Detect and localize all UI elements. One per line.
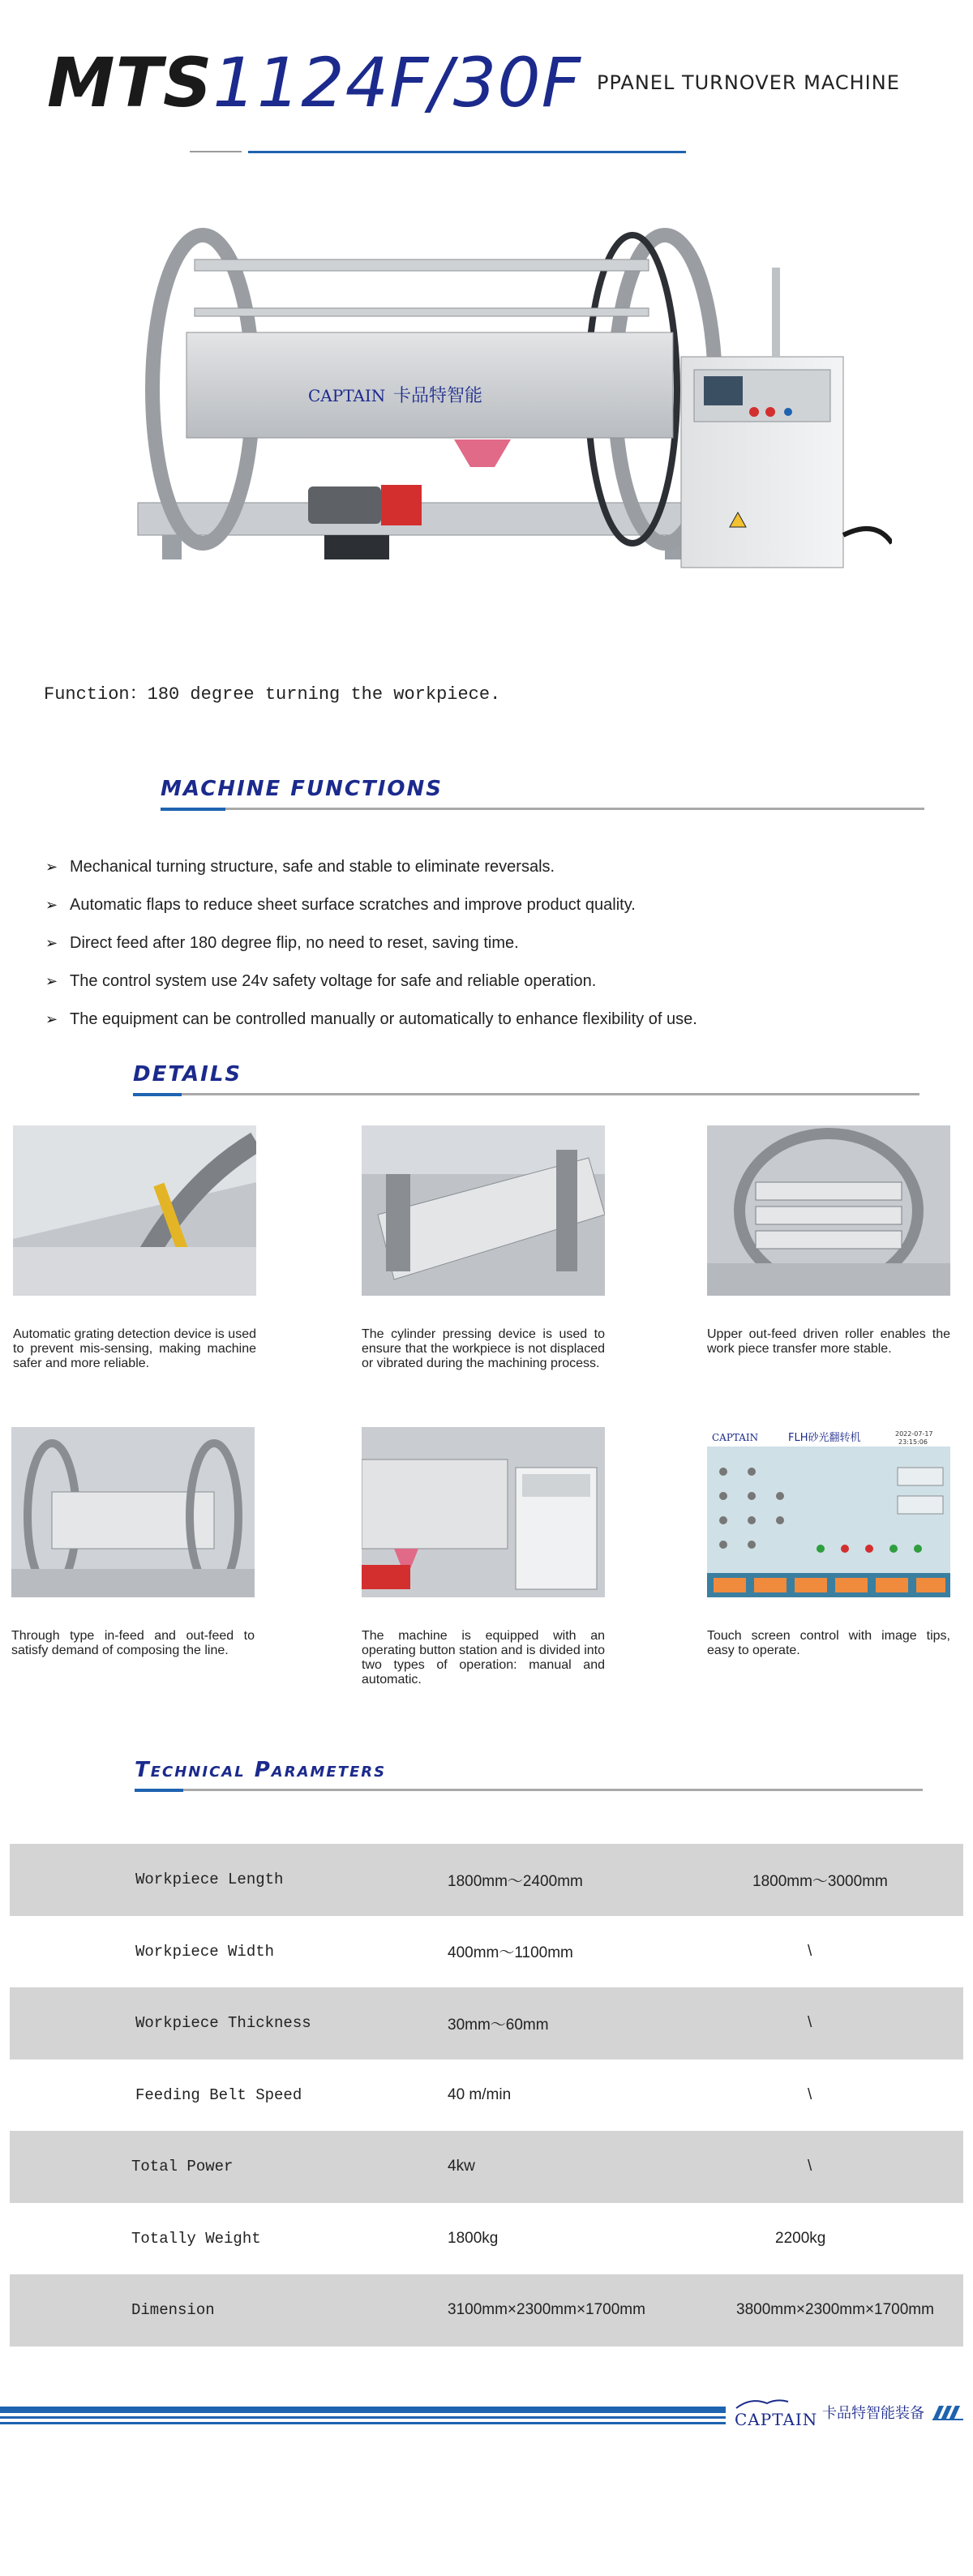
param-value-1: 3100mm×2300mm×1700mm (448, 2301, 645, 2319)
param-name: Dimension (131, 2301, 215, 2320)
drive-motor (308, 486, 381, 524)
section-accent (135, 1789, 183, 1792)
parameters-table (10, 1844, 963, 2347)
footer-bar (0, 2422, 726, 2424)
section-divider (183, 1789, 923, 1791)
hero-brand-cn: 卡品特智能 (393, 386, 483, 406)
screen-date: 2022-07-17 (895, 1430, 933, 1438)
table-row (10, 1987, 963, 2060)
model-number: 1124F/30F (212, 43, 581, 122)
stop-button (749, 407, 759, 417)
arrow-icon: ➢ (45, 935, 58, 951)
section-accent (133, 1093, 182, 1096)
top-rail (195, 308, 649, 316)
table-row (10, 2274, 963, 2347)
list-item: ➢ The control system use 24v safety voltage for safe and reliable operation. (45, 972, 597, 990)
param-name: Totally Weight (131, 2229, 261, 2248)
list-item: ➢ The equipment can be controlled manually or automatically to enhance flexibility of use. (45, 1010, 697, 1028)
footer-stripes-icon (932, 2406, 965, 2420)
param-name: Workpiece Length (135, 1871, 284, 1889)
param-value-1: 4kw (448, 2158, 475, 2175)
screen-time: 23:15:06 (898, 1438, 928, 1446)
detail-photo-cylinder (362, 1125, 605, 1296)
param-value-1: 1800kg (448, 2229, 499, 2247)
param-value-1: 1800mm～2400mm (448, 1872, 583, 1890)
detail-caption: The machine is equipped with an operating button station and is divided into two types of operation: manual and automatic. (362, 1629, 605, 1687)
table-row (10, 2060, 963, 2132)
section-divider (182, 1093, 919, 1095)
detail-caption: Upper out-feed driven roller enables the work piece transfer more stable. (707, 1327, 950, 1356)
param-name: Total Power (131, 2158, 234, 2176)
gearbox (381, 485, 422, 525)
section-divider (225, 808, 924, 810)
detail-card-cylinder (362, 1125, 605, 1371)
section-title-technical-parameters: Technical Parameters (135, 1758, 387, 1782)
detail-card-through-feed (11, 1427, 255, 1658)
footer-logo (735, 2397, 924, 2429)
table-row (10, 2131, 963, 2203)
main-body (186, 332, 673, 438)
param-name: Workpiece Thickness (135, 2014, 311, 2033)
top-rail (195, 259, 649, 271)
footer-brand-en: CAPTAIN (735, 2410, 818, 2429)
emergency-button (765, 407, 775, 417)
footer-bar (0, 2416, 726, 2419)
param-value-1: 400mm～1100mm (448, 1944, 573, 1962)
param-value-2: 3800mm×2300mm×1700mm (736, 2301, 934, 2319)
signal-pole (772, 268, 780, 357)
motor-base (324, 535, 389, 559)
product-subtitle: PPANEL TURNOVER MACHINE (597, 71, 900, 94)
param-value-1: 40 m/min (448, 2085, 512, 2103)
param-value-2: 2200kg (775, 2229, 826, 2247)
table-row (10, 1916, 963, 1988)
screen-title: FLH砂光翻转机 (788, 1432, 861, 1444)
param-value-2: \ (808, 2085, 812, 2103)
start-button (784, 408, 792, 416)
detail-caption: The cylinder pressing device is used to ensure that the workpiece is not displaced or vibrated during the machining process. (362, 1327, 605, 1370)
function-line: Function：180 degree turning the workpiece. (44, 684, 501, 705)
param-value-2: \ (808, 2158, 812, 2175)
list-item: ➢ Mechanical turning structure, safe and stable to eliminate reversals. (45, 858, 555, 876)
pink-guide (454, 439, 511, 467)
touch-screen (704, 376, 743, 405)
model-prefix: MTS (47, 43, 213, 122)
detail-caption: Through type in-feed and out-feed to satisfy demand of composing the line. (11, 1629, 255, 1657)
list-item: ➢ Direct feed after 180 degree flip, no need to reset, saving time. (45, 934, 519, 952)
detail-card-button-station (362, 1427, 605, 1687)
detail-caption: Touch screen control with image tips, easy to operate. (707, 1629, 950, 1657)
power-cable (843, 529, 892, 543)
detail-photo-button-station (362, 1427, 605, 1597)
arrow-icon: ➢ (45, 973, 58, 989)
detail-photo-grating (13, 1125, 256, 1296)
detail-card-roller (707, 1125, 950, 1357)
detail-card-touch-screen (707, 1427, 950, 1658)
param-value-2: \ (808, 2014, 812, 2032)
arrow-icon: ➢ (45, 1011, 58, 1027)
detail-photo-through-feed (11, 1427, 255, 1597)
param-name: Feeding Belt Speed (135, 2085, 302, 2104)
detail-caption: Automatic grating detection device is used to prevent mis-sensing, making machine safer and more reliable. (13, 1327, 256, 1370)
header-divider-long (248, 151, 686, 153)
base-foot (162, 535, 182, 559)
machine-hero-image (114, 227, 892, 665)
section-title-details: DETAILS (133, 1062, 242, 1087)
list-item: ➢ Automatic flaps to reduce sheet surface scratches and improve product quality. (45, 896, 636, 914)
hero-brand-en: CAPTAIN (308, 386, 386, 405)
table-row (10, 1844, 963, 1916)
table-row (10, 2203, 963, 2275)
param-value-1: 30mm～60mm (448, 2016, 549, 2034)
param-name: Workpiece Width (135, 1942, 275, 1961)
footer-brand-cn: 卡品特智能装备 (822, 2405, 924, 2421)
model-title (47, 43, 581, 122)
param-value-2: \ (808, 1942, 812, 1960)
arrow-icon: ➢ (45, 897, 58, 913)
param-value-2: 1800mm～3000mm (752, 1872, 888, 1890)
detail-photo-touch-screen (707, 1427, 950, 1597)
function-list (45, 848, 937, 1039)
arrow-icon: ➢ (45, 859, 58, 875)
logo-crown-icon (735, 2397, 791, 2410)
footer-bar (0, 2407, 726, 2413)
detail-photo-roller (707, 1125, 950, 1296)
detail-card-grating (13, 1125, 256, 1371)
section-accent (161, 808, 225, 811)
section-title-machine-functions: MACHINE FUNCTIONS (161, 777, 443, 801)
header-divider-short (190, 151, 242, 152)
screen-brand: CAPTAIN (712, 1432, 759, 1443)
